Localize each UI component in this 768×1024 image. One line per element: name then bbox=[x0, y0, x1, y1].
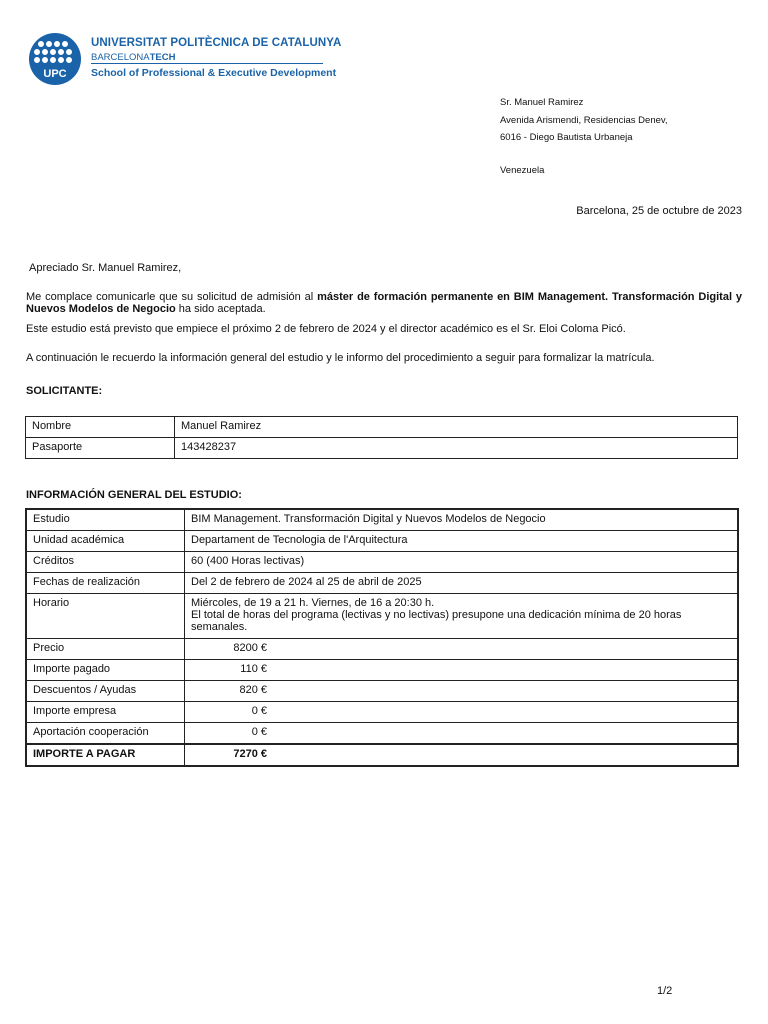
table-row-total bbox=[26, 744, 738, 766]
recipient-country: Venezuela bbox=[500, 165, 545, 176]
cooperation-label: Aportación cooperación bbox=[26, 723, 185, 745]
table-row bbox=[26, 594, 738, 639]
applicant-value-name: Manuel Ramirez bbox=[175, 417, 738, 438]
school-name: School of Professional & Executive Development bbox=[91, 67, 337, 79]
discounts-label: Descuentos / Ayudas bbox=[26, 681, 185, 702]
applicant-label-passport: Pasaporte bbox=[26, 438, 175, 459]
credits-value: 60 (400 Horas lectivas) bbox=[185, 552, 739, 573]
page-number: 1/2 bbox=[657, 985, 673, 997]
dates-label: Fechas de realización bbox=[26, 573, 185, 594]
total-value: 7270 € bbox=[185, 744, 739, 766]
letter-date: Barcelona, 25 de octubre de 2023 bbox=[576, 205, 742, 217]
total-label: IMPORTE A PAGAR bbox=[26, 744, 185, 766]
table-row bbox=[26, 417, 738, 438]
table-row bbox=[26, 702, 738, 723]
table-row bbox=[26, 552, 738, 573]
study-table bbox=[25, 508, 739, 767]
upc-logo bbox=[27, 33, 83, 85]
study-value: BIM Management. Transformación Digital y Nuevos Modelos de Negocio bbox=[185, 509, 739, 531]
applicant-table bbox=[25, 416, 738, 459]
unit-label: Unidad académica bbox=[26, 531, 185, 552]
schedule-label: Horario bbox=[26, 594, 185, 639]
study-label: Estudio bbox=[26, 509, 185, 531]
table-row bbox=[26, 509, 738, 531]
company-amount-label: Importe empresa bbox=[26, 702, 185, 723]
paragraph-start-date: Este estudio está previsto que empiece el próximo 2 de febrero de 2024 y el director académico es el Sr. Eloi Coloma Picó. bbox=[26, 323, 626, 335]
table-row bbox=[26, 639, 738, 660]
table-row bbox=[26, 681, 738, 702]
greeting: Apreciado Sr. Manuel Ramirez, bbox=[29, 262, 182, 274]
university-name: UNIVERSITAT POLITÈCNICA DE CATALUNYA bbox=[91, 37, 342, 49]
paid-label: Importe pagado bbox=[26, 660, 185, 681]
applicant-value-passport: 143428237 bbox=[175, 438, 738, 459]
paragraph-info: A continuación le recuerdo la información general del estudio y le informo del procedimiento a seguir para formalizar la matrícula. bbox=[26, 352, 655, 364]
recipient-address-line2: 6016 - Diego Bautista Urbaneja bbox=[500, 132, 633, 143]
recipient-address-line1: Avenida Arismendi, Residencias Denev, bbox=[500, 115, 668, 126]
unit-value: Departament de Tecnologia de l'Arquitectura bbox=[185, 531, 739, 552]
paragraph-acceptance: Me complace comunicarle que su solicitud de admisión al máster de formación permanente en BIM Management. Transformación Digital y Nuevos Modelos de Negocio ha sido aceptada. bbox=[26, 291, 742, 315]
table-row bbox=[26, 438, 738, 459]
paid-value: 110 € bbox=[185, 660, 739, 681]
header-divider bbox=[91, 63, 323, 64]
cooperation-value: 0 € bbox=[185, 723, 739, 745]
table-row bbox=[26, 531, 738, 552]
table-row bbox=[26, 723, 738, 745]
applicant-section-title: SOLICITANTE: bbox=[26, 385, 103, 397]
schedule-value: Miércoles, de 19 a 21 h. Viernes, de 16 a 20:30 h. El total de horas del programa (lectivas y no lectivas) presupone una dedicación mínima de 20 horas semanales. bbox=[185, 594, 739, 639]
svg-text:UPC: UPC bbox=[43, 68, 67, 80]
dates-value: Del 2 de febrero de 2024 al 25 de abril de 2025 bbox=[185, 573, 739, 594]
price-value: 8200 € bbox=[185, 639, 739, 660]
recipient-name: Sr. Manuel Ramirez bbox=[500, 97, 584, 108]
credits-label: Créditos bbox=[26, 552, 185, 573]
table-row bbox=[26, 573, 738, 594]
applicant-label-name: Nombre bbox=[26, 417, 175, 438]
company-amount-value: 0 € bbox=[185, 702, 739, 723]
table-row bbox=[26, 660, 738, 681]
university-subtitle: BARCELONATECH bbox=[91, 52, 176, 63]
discounts-value: 820 € bbox=[185, 681, 739, 702]
study-section-title: INFORMACIÓN GENERAL DEL ESTUDIO: bbox=[26, 489, 242, 501]
price-label: Precio bbox=[26, 639, 185, 660]
